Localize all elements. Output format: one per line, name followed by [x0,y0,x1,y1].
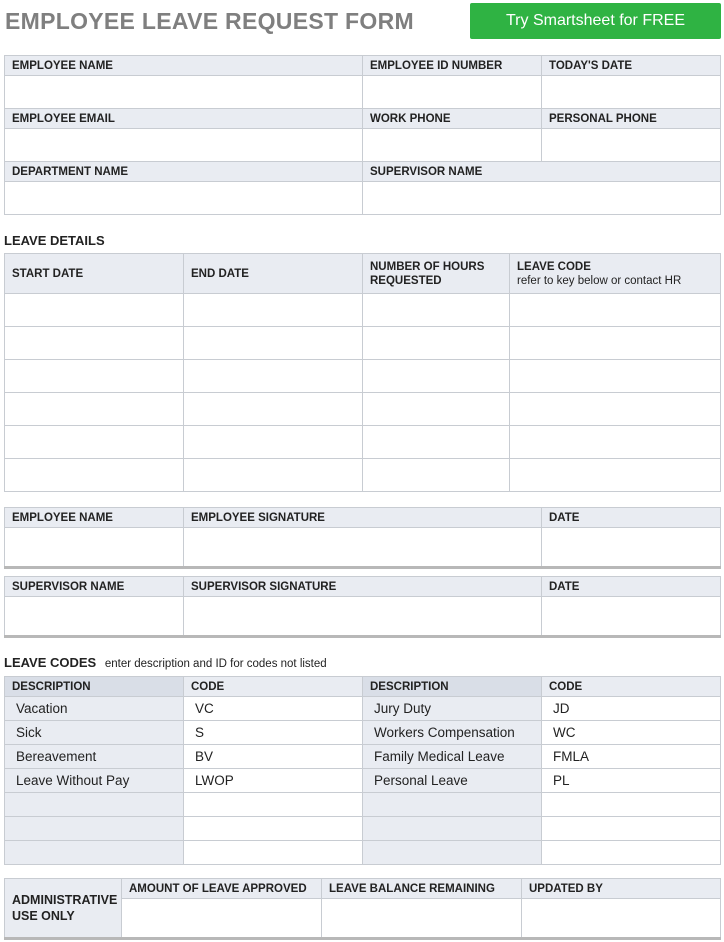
work-phone-label: WORK PHONE [363,109,542,129]
supervisor-name-label: SUPERVISOR NAME [363,162,721,182]
employee-sign-name-label: EMPLOYEE NAME [5,508,184,528]
end-date-field[interactable] [184,393,363,426]
leave-description: Bereavement [5,745,184,769]
table-row [5,793,721,817]
admin-use-only-label: ADMINISTRATIVE USE ONLY [5,879,122,939]
leave-description-field[interactable] [5,841,184,865]
leave-description-field[interactable] [363,817,542,841]
department-name-label: DEPARTMENT NAME [5,162,363,182]
start-date-header: START DATE [5,254,184,294]
table-row [5,769,721,793]
amount-approved-field[interactable] [122,899,322,939]
end-date-field[interactable] [184,459,363,492]
supervisor-signature-field[interactable] [184,597,542,637]
hours-field[interactable] [363,426,510,459]
leave-code: WC [542,721,721,745]
todays-date-field[interactable] [542,76,721,109]
leave-code-field[interactable] [510,426,721,459]
personal-phone-label: PERSONAL PHONE [542,109,721,129]
try-smartsheet-button[interactable]: Try Smartsheet for FREE [470,3,721,39]
employee-signature-label: EMPLOYEE SIGNATURE [184,508,542,528]
table-row [5,817,721,841]
hours-field[interactable] [363,327,510,360]
leave-description: Workers Compensation [363,721,542,745]
employee-sign-date-label: DATE [542,508,721,528]
leave-details-table [4,253,721,492]
table-row [5,745,721,769]
description-header: DESCRIPTION [5,677,184,697]
leave-code-field[interactable] [184,793,363,817]
leave-code-label: LEAVE CODE [517,260,591,273]
end-date-field[interactable] [184,294,363,327]
leave-description-field[interactable] [363,841,542,865]
hours-requested-line2: REQUESTED [370,274,442,287]
employee-name-label: EMPLOYEE NAME [5,56,363,76]
end-date-header: END DATE [184,254,363,294]
start-date-field[interactable] [5,327,184,360]
start-date-field[interactable] [5,459,184,492]
employee-name-field[interactable] [5,76,363,109]
employee-sign-date-field[interactable] [542,528,721,568]
leave-code: LWOP [184,769,363,793]
updated-by-field[interactable] [522,899,721,939]
employee-email-field[interactable] [5,129,363,162]
leave-code-header [510,254,721,294]
employee-id-label: EMPLOYEE ID NUMBER [363,56,542,76]
employee-info-table [4,55,721,215]
leave-description-field[interactable] [363,793,542,817]
start-date-field[interactable] [5,294,184,327]
end-date-field[interactable] [184,360,363,393]
leave-code-field[interactable] [510,294,721,327]
leave-code-field[interactable] [184,817,363,841]
description-header: DESCRIPTION [363,677,542,697]
code-header: CODE [542,677,721,697]
employee-signature-field[interactable] [184,528,542,568]
start-date-field[interactable] [5,360,184,393]
leave-code-field[interactable] [542,793,721,817]
leave-code: BV [184,745,363,769]
leave-code-field[interactable] [510,393,721,426]
end-date-field[interactable] [184,327,363,360]
admin-use-table [4,878,721,940]
personal-phone-field[interactable] [542,129,721,162]
page-title: EMPLOYEE LEAVE REQUEST FORM [5,8,414,34]
balance-remaining-label: LEAVE BALANCE REMAINING [322,879,522,899]
department-name-field[interactable] [5,182,363,215]
leave-codes-title: LEAVE CODES [4,655,97,670]
updated-by-label: UPDATED BY [522,879,721,899]
leave-description-field[interactable] [5,793,184,817]
table-row [5,841,721,865]
leave-code: FMLA [542,745,721,769]
hours-field[interactable] [363,459,510,492]
supervisor-signature-label: SUPERVISOR SIGNATURE [184,577,542,597]
leave-code: JD [542,697,721,721]
hours-requested-header [363,254,510,294]
work-phone-field[interactable] [363,129,542,162]
leave-code-field[interactable] [510,360,721,393]
employee-signature-table [4,507,721,569]
leave-code-field[interactable] [542,841,721,865]
leave-codes-note: enter description and ID for codes not listed [104,658,327,670]
leave-code-field[interactable] [510,327,721,360]
leave-details-heading: LEAVE DETAILS [4,233,105,248]
supervisor-name-field[interactable] [363,182,721,215]
leave-description: Leave Without Pay [5,769,184,793]
leave-description: Family Medical Leave [363,745,542,769]
code-header: CODE [184,677,363,697]
leave-code-field[interactable] [184,841,363,865]
leave-code-field[interactable] [510,459,721,492]
hours-requested-line1: NUMBER OF HOURS [370,260,485,273]
supervisor-sign-date-label: DATE [542,577,721,597]
employee-id-field[interactable] [363,76,542,109]
leave-description: Personal Leave [363,769,542,793]
leave-description: Vacation [5,697,184,721]
leave-codes-heading [4,655,327,670]
table-row [5,721,721,745]
leave-code-note: refer to key below or contact HR [517,274,682,287]
supervisor-sign-name-field[interactable] [5,597,184,637]
leave-code: PL [542,769,721,793]
leave-code: S [184,721,363,745]
employee-sign-name-field[interactable] [5,528,184,568]
supervisor-sign-date-field[interactable] [542,597,721,637]
end-date-field[interactable] [184,426,363,459]
hours-field[interactable] [363,360,510,393]
supervisor-sign-name-label: SUPERVISOR NAME [5,577,184,597]
start-date-field[interactable] [5,393,184,426]
leave-code: VC [184,697,363,721]
employee-email-label: EMPLOYEE EMAIL [5,109,363,129]
leave-description-field[interactable] [5,817,184,841]
hours-field[interactable] [363,393,510,426]
balance-remaining-field[interactable] [322,899,522,939]
leave-codes-table [4,676,721,865]
leave-code-field[interactable] [542,817,721,841]
todays-date-label: TODAY'S DATE [542,56,721,76]
supervisor-signature-table [4,576,721,638]
table-row [5,697,721,721]
hours-field[interactable] [363,294,510,327]
amount-approved-label: AMOUNT OF LEAVE APPROVED [122,879,322,899]
leave-description: Jury Duty [363,697,542,721]
start-date-field[interactable] [5,426,184,459]
leave-description: Sick [5,721,184,745]
